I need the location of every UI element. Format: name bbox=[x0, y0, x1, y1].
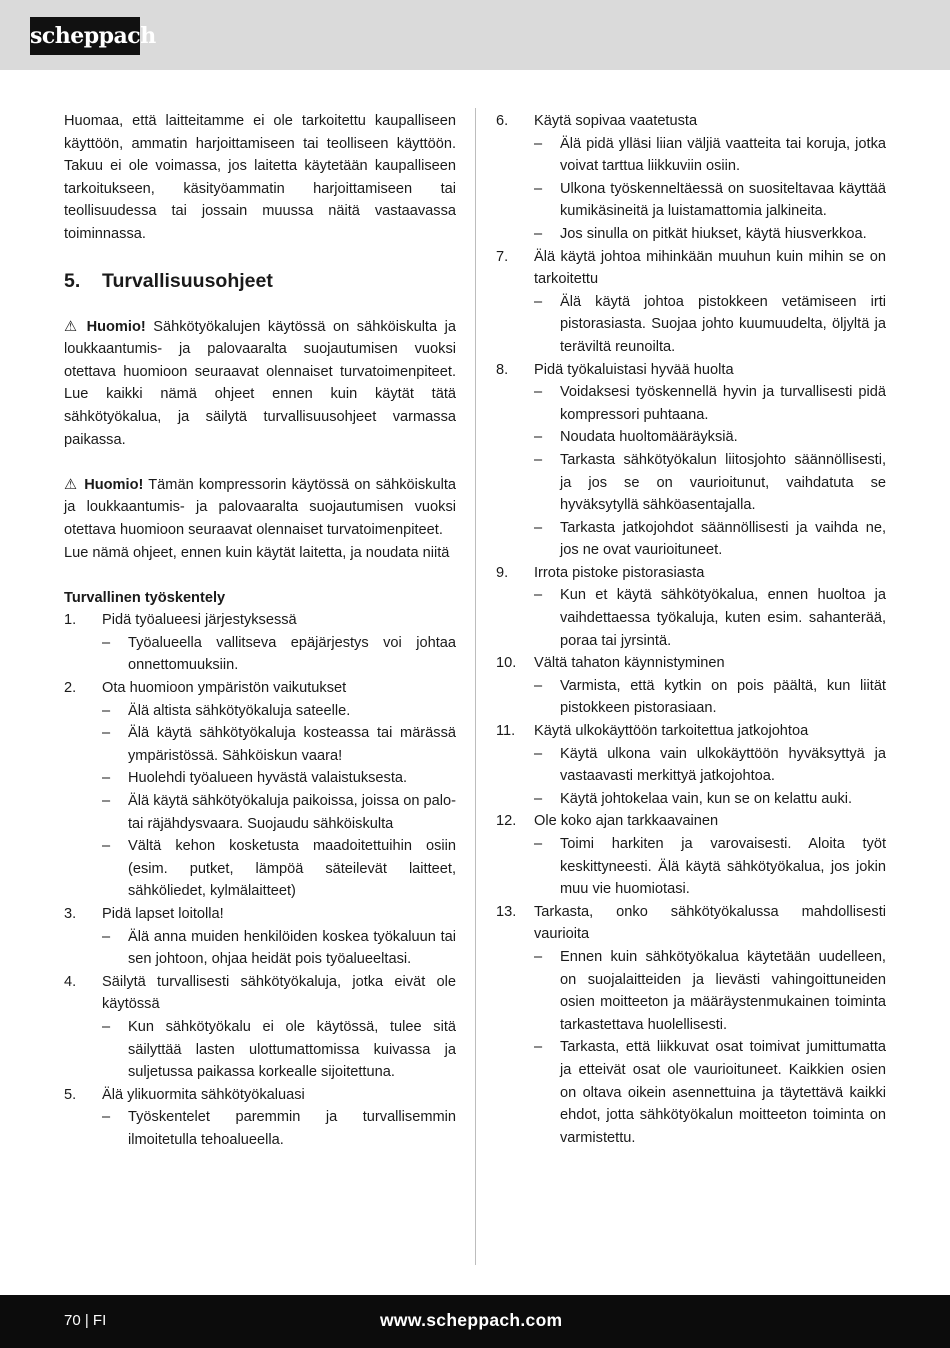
dash-bullet: – bbox=[534, 293, 543, 310]
item-number: 6. bbox=[496, 113, 509, 129]
read-instructions-note: Lue nämä ohjeet, ennen kuin käytät laitetta, ja noudata niitä bbox=[64, 544, 450, 561]
sub-item-text: Ennen kuin sähkötyökalua käytetään uudelleen, on suojalaitteiden ja lievästi vahingoittuneiden osien moitteeton ja määräystenmukainen toiminta tarkastettava huolellisesti. bbox=[560, 948, 886, 1033]
brand-logo: scheppach bbox=[30, 17, 140, 55]
sub-item-text: Älä käytä sähkötyökaluja paikoissa, joissa on palo- tai räjähdysvaara. Suojaudu sähköiskulta bbox=[128, 793, 456, 832]
list-item bbox=[496, 720, 886, 743]
item-text: Älä käytä johtoa mihinkään muuhun kuin mihin se on tarkoitettu bbox=[534, 248, 886, 288]
list-item bbox=[64, 609, 456, 632]
sub-item bbox=[102, 700, 456, 723]
sub-item bbox=[534, 178, 886, 223]
sub-item bbox=[102, 790, 456, 835]
sub-item bbox=[534, 517, 886, 562]
sub-item bbox=[102, 1016, 456, 1084]
sub-item-text: Kun sähkötyökalu ei ole käytössä, tulee sitä säilyttää lasten ulottumattomissa kuivassa ja suljetussa paikassa korkealle sijoitettuna. bbox=[128, 1018, 456, 1081]
section-title: Turvallisuusohjeet bbox=[102, 269, 273, 292]
warning-paragraph-2 bbox=[64, 474, 456, 542]
sub-item bbox=[534, 833, 886, 901]
dash-bullet: – bbox=[534, 587, 543, 604]
sub-item bbox=[534, 946, 886, 1036]
warning-paragraph-1 bbox=[64, 316, 456, 452]
item-number: 1. bbox=[64, 612, 77, 629]
item-text: Älä ylikuormita sähkötyökaluasi bbox=[102, 1086, 305, 1103]
item-text: Pidä työkaluistasi hyvää huolta bbox=[534, 361, 734, 378]
sub-item bbox=[534, 584, 886, 652]
sub-item-text: Toimi harkiten ja varovaisesti. Aloita työt keskittyneesti. Älä käytä sähkötyökalua, jos jokin muu vie huomiotasi. bbox=[560, 836, 886, 898]
item-number: 10. bbox=[496, 655, 517, 672]
item-number: 11. bbox=[496, 723, 516, 740]
sub-item-text: Käytä johtokelaa vain, kun se on kelattu auki. bbox=[560, 790, 853, 807]
sub-item-text: Varmista, että kytkin on pois päältä, kun liität pistokkeen pistorasiaan. bbox=[560, 677, 886, 717]
right-column bbox=[496, 110, 886, 1149]
dash-bullet: – bbox=[534, 451, 543, 468]
right-list bbox=[496, 110, 886, 1149]
sub-item bbox=[534, 1036, 886, 1149]
item-number: 7. bbox=[496, 248, 509, 265]
dash-bullet: – bbox=[102, 634, 111, 651]
dash-bullet: – bbox=[534, 1039, 543, 1056]
sub-item-text: Tarkasta, että liikkuvat osat toimivat jumittumatta ja etteivät osat ole vaurioituneet. Kaikkien osien on oltava oikein asennettuina ja täytettävä kaikki ehdot, jotta sähkötyökalun moitteeton toiminta on varmistettu. bbox=[560, 1039, 886, 1146]
item-text: Pidä työalueesi järjestyksessä bbox=[102, 612, 297, 629]
item-number: 9. bbox=[496, 564, 509, 581]
item-number: 3. bbox=[64, 906, 77, 922]
sub-item-text: Ulkona työskenneltäessä on suositeltavaa käyttää kumikäsineitä ja luistamattomia jalkineita. bbox=[560, 180, 886, 220]
warning-icon: ⚠ bbox=[64, 476, 79, 493]
item-text: Käytä ulkokäyttöön tarkoitettua jatkojohtoa bbox=[534, 723, 809, 740]
sub-item-text: Jos sinulla on pitkät hiukset, käytä hiusverkkoa. bbox=[560, 225, 867, 242]
dash-bullet: – bbox=[534, 790, 543, 807]
list-item bbox=[64, 903, 456, 926]
dash-bullet: – bbox=[534, 384, 543, 401]
sub-item-text: Vältä kehon kosketusta maadoitettuihin osiin (esim. putket, lämpöä säteilevät laitteet, sähköliedet, kylmälaitteet) bbox=[128, 838, 456, 900]
sub-item bbox=[102, 632, 456, 677]
page-number: 70 | FI bbox=[64, 1312, 107, 1329]
item-number: 2. bbox=[64, 680, 77, 697]
dash-bullet: – bbox=[102, 793, 111, 810]
item-text: Irrota pistoke pistorasiasta bbox=[534, 564, 705, 581]
sub-item bbox=[534, 675, 886, 720]
sub-item-text: Käytä ulkona vain ulkokäyttöön hyväksyttyä ja vastaavasti merkittyä jatkojohtoa. bbox=[560, 745, 886, 785]
dash-bullet: – bbox=[102, 928, 111, 945]
sub-item-text: Älä käytä johtoa pistokkeen vetämiseen irti pistorasiasta. Suojaa johto kuumuudelta, öljyltä ja teräviltä reunoilta. bbox=[560, 293, 886, 355]
left-list bbox=[64, 609, 456, 1151]
item-number: 12. bbox=[496, 813, 517, 830]
item-number: 4. bbox=[64, 973, 77, 990]
section-heading bbox=[64, 268, 456, 294]
dash-bullet: – bbox=[102, 1018, 111, 1035]
footer-bar bbox=[0, 1295, 950, 1348]
sub-item-text: Kun et käytä sähkötyökalua, ennen huoltoa ja vaihdettaessa työkaluja, kuten esim. sahanterää, poraa tai jyrsintä. bbox=[560, 587, 886, 649]
warning-text: Sähkötyökalujen käytössä on sähköiskulta ja loukkaantumis- ja palovaaralta suojautumisen vuoksi otettava huomioon seuraavat olennaiset turvatoimenpiteet. Lue kaikki nämä ohjeet ennen kuin käytät tätä sähkötyökalua, ja säilytä turvallisuusohjeet varmassa paikassa. bbox=[64, 318, 456, 448]
item-number: 13. bbox=[496, 903, 517, 920]
sub-item-text: Tarkasta jatkojohdot säännöllisesti ja vaihda ne, jos ne ovat vaurioituneet. bbox=[560, 519, 886, 559]
warning-text: Tämän kompressorin käytössä on sähköiskulta ja loukkaantumis- ja palovaaralta suojautumisen vuoksi otettava huomioon seuraavat olennaiset turvatoimenpiteet. bbox=[64, 476, 456, 538]
sub-item bbox=[534, 449, 886, 517]
dash-bullet: – bbox=[534, 429, 543, 446]
sub-item-text: Tarkasta sähkötyökalun liitosjohto säännöllisesti, ja jos se on vaurioitunut, vaihdatuta se hyväksytyllä sähköasentajalla. bbox=[560, 451, 886, 514]
sub-item bbox=[102, 835, 456, 903]
sub-item bbox=[534, 426, 886, 449]
item-text: Ole koko ajan tarkkaavainen bbox=[534, 813, 719, 830]
sub-item bbox=[534, 743, 886, 788]
warning-label: Huomio! bbox=[86, 318, 146, 335]
section-number: 5. bbox=[64, 269, 81, 292]
sub-item-text: Työalueella vallitseva epäjärjestys voi johtaa onnettomuuksiin. bbox=[128, 634, 456, 674]
warning-label: Huomio! bbox=[84, 476, 144, 493]
sub-item bbox=[534, 788, 886, 811]
dash-bullet: – bbox=[534, 135, 543, 152]
sub-item bbox=[102, 722, 456, 767]
website-link[interactable]: www.scheppach.com bbox=[380, 1310, 563, 1330]
item-text: Säilytä turvallisesti sähkötyökaluja, jotka eivät ole käytössä bbox=[102, 973, 456, 1013]
sub-item-text: Voidaksesi työskennellä hyvin ja turvallisesti pidä kompressori puhtaana. bbox=[560, 384, 886, 423]
subheading: Turvallinen työskentely bbox=[64, 589, 226, 606]
list-item bbox=[496, 246, 886, 291]
dash-bullet: – bbox=[534, 948, 543, 965]
dash-bullet: – bbox=[534, 836, 543, 852]
dash-bullet: – bbox=[534, 677, 543, 694]
list-item bbox=[64, 1084, 456, 1107]
intro-paragraph: Huomaa, että laitteitamme ei ole tarkoitettu kaupalliseen käyttöön, ammatin harjoittamiseen tai teolliseen käyttöön. Takuu ei ole voimassa, jos laitetta käytetään kaupalliseen tarkoitukseen, käsityöammatin harjoittamiseen tai teollisuudessa tai jossain muussa näitä vastaavassa toiminnassa. bbox=[64, 113, 456, 242]
dash-bullet: – bbox=[102, 702, 111, 719]
dash-bullet: – bbox=[534, 225, 543, 242]
dash-bullet: – bbox=[102, 1109, 111, 1126]
list-item bbox=[64, 971, 456, 1016]
list-item bbox=[496, 562, 886, 585]
dash-bullet: – bbox=[102, 770, 111, 787]
dash-bullet: – bbox=[534, 180, 543, 197]
sub-item-text: Huolehdi työalueen hyvästä valaistuksesta. bbox=[128, 770, 408, 787]
item-text: Käytä sopivaa vaatetusta bbox=[534, 113, 698, 129]
column-divider bbox=[475, 108, 476, 1265]
item-text: Tarkasta, onko sähkötyökalussa mahdollisesti vaurioita bbox=[534, 903, 886, 943]
sub-item-text: Älä altista sähkötyökaluja sateelle. bbox=[128, 702, 351, 719]
item-number: 5. bbox=[64, 1086, 77, 1103]
dash-bullet: – bbox=[534, 519, 543, 536]
item-text: Pidä lapset loitolla! bbox=[102, 906, 224, 922]
sub-item-text: Älä anna muiden henkilöiden koskea työkaluun tai sen johtoon, ohjaa heidät pois työalueeltasi. bbox=[128, 928, 456, 968]
sub-item bbox=[102, 1106, 456, 1151]
sub-item bbox=[102, 926, 456, 971]
sub-item bbox=[534, 133, 886, 178]
item-text: Ota huomioon ympäristön vaikutukset bbox=[102, 680, 347, 697]
item-number: 8. bbox=[496, 361, 509, 378]
sub-item bbox=[534, 381, 886, 426]
sub-item bbox=[102, 767, 456, 790]
list-item bbox=[496, 110, 886, 133]
sub-item bbox=[534, 291, 886, 359]
dash-bullet: – bbox=[102, 838, 111, 855]
list-item bbox=[496, 652, 886, 675]
dash-bullet: – bbox=[102, 725, 111, 742]
header-bar bbox=[0, 0, 950, 70]
list-item bbox=[496, 810, 886, 833]
dash-bullet: – bbox=[534, 745, 543, 762]
sub-item-text: Älä käytä sähkötyökaluja kosteassa tai märässä ympäristössä. Sähköiskun vaara! bbox=[128, 725, 456, 764]
list-item bbox=[496, 901, 886, 946]
warning-icon: ⚠ bbox=[64, 318, 81, 335]
sub-item bbox=[534, 223, 886, 246]
item-text: Vältä tahaton käynnistyminen bbox=[534, 655, 725, 672]
sub-item-text: Noudata huoltomääräyksiä. bbox=[560, 429, 738, 446]
sub-item-text: Älä pidä ylläsi liian väljiä vaatteita tai koruja, jotka voivat tarttua liikkuviin osiin. bbox=[560, 135, 886, 175]
sub-item-text: Työskentelet paremmin ja turvallisemmin ilmoitetulla tehoalueella. bbox=[128, 1109, 456, 1148]
list-item bbox=[496, 359, 886, 382]
left-column bbox=[64, 110, 456, 1152]
list-item bbox=[64, 677, 456, 700]
